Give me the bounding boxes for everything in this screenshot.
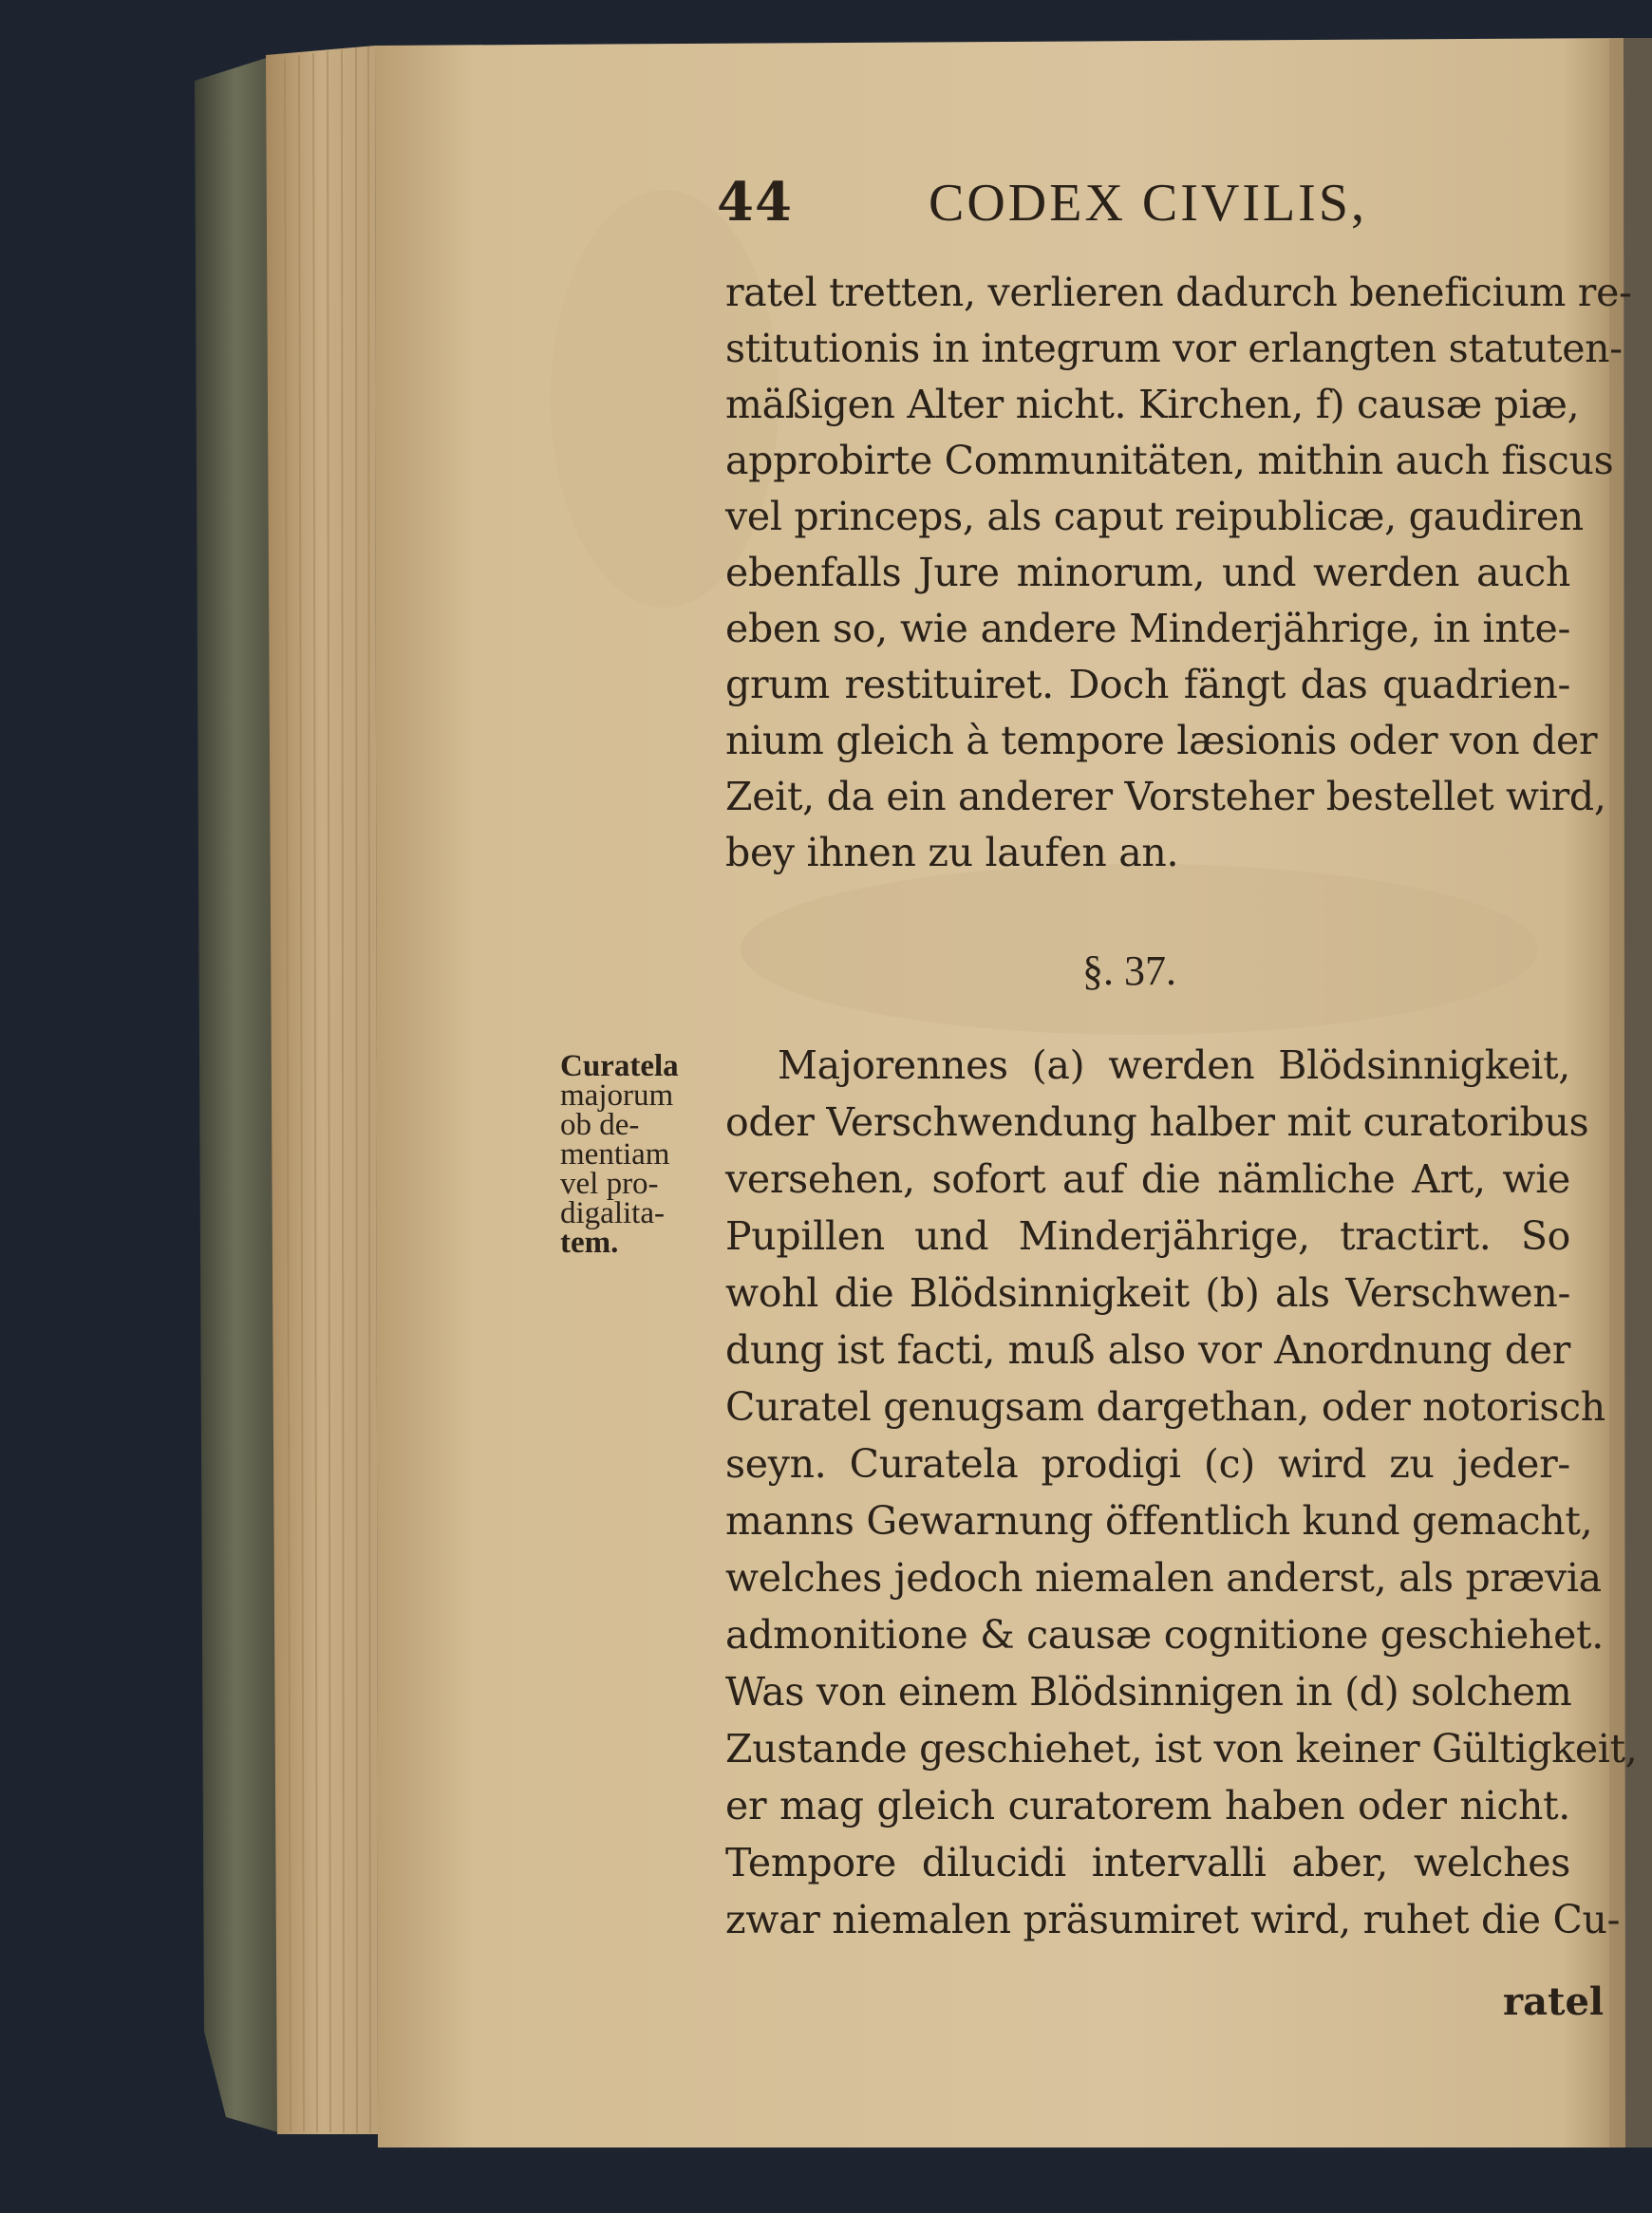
margin-note-line: vel pro- [560,1167,659,1201]
text-line: Zustande geschiehet, ist von keiner Gültigkeit, [725,1726,1638,1772]
text-line: welches jedoch niemalen anderst, als prævia [725,1555,1602,1601]
text-line: stitutionis in integrum vor erlangten statuten- [725,326,1623,371]
margin-note [560,1049,710,1260]
text-line: ratel tretten, verlieren dadurch beneficium re- [725,270,1632,315]
section-heading: §. 37. [1082,947,1176,994]
text-line: ebenfalls Jure minorum, und werden auch [725,550,1570,595]
text-line: Majorennes (a) werden Blödsinnigkeit, [778,1042,1570,1088]
text-line: eben so, wie andere Minderjährige, in inte- [725,606,1570,651]
text-line: admonitione & causæ cognitione geschiehet. [725,1612,1604,1658]
text-line: Pupillen und Minderjährige, tractirt. So [725,1213,1570,1259]
margin-note-line: majorum [560,1078,674,1113]
margin-note-line: mentiam [560,1137,670,1172]
margin-note-line: Curatela [560,1049,679,1083]
text-line: vel princeps, als caput reipublicæ, gaudiren [725,494,1584,539]
text-line: wohl die Blödsinnigkeit (b) als Verschwen- [725,1270,1570,1316]
margin-note-line: tem. [560,1226,619,1260]
margin-note-line: digalita- [560,1196,665,1230]
text-line: zwar niemalen präsumiret wird, ruhet die Cu- [725,1897,1621,1942]
text-line: Curatel genugsam dargethan, oder notorisch [725,1384,1605,1430]
text-line: approbirte Communitäten, mithin auch fiscus [725,438,1614,483]
text-line: nium gleich à tempore læsionis oder von der [725,718,1598,763]
text-line: Tempore dilucidi intervalli aber, welches [725,1840,1570,1885]
text-line: grum restituiret. Doch fängt das quadrien- [725,662,1570,707]
text-line: bey ihnen zu laufen an. [725,830,1179,875]
text-line: oder Verschwendung halber mit curatoribus [725,1099,1589,1145]
margin-note-line: ob de- [560,1108,640,1142]
running-title: CODEX CIVILIS, [929,174,1367,233]
text-line: Zeit, da ein anderer Vorsteher bestellet wird, [725,774,1606,819]
page-number: 44 [717,171,793,234]
text-line: Was von einem Blödsinnigen in (d) solchem [725,1669,1572,1715]
catchword: ratel [1503,1979,1605,2024]
text-line: dung ist facti, muß also vor Anordnung der [725,1327,1570,1373]
text-line: seyn. Curatela prodigi (c) wird zu jeder- [725,1441,1570,1487]
text-line: mäßigen Alter nicht. Kirchen, f) causæ piæ, [725,382,1580,427]
text-line: er mag gleich curatorem haben oder nicht. [725,1783,1570,1829]
text-line: versehen, sofort auf die nämliche Art, wie [725,1156,1570,1202]
text-line: manns Gewarnung öffentlich kund gemacht, [725,1498,1593,1544]
